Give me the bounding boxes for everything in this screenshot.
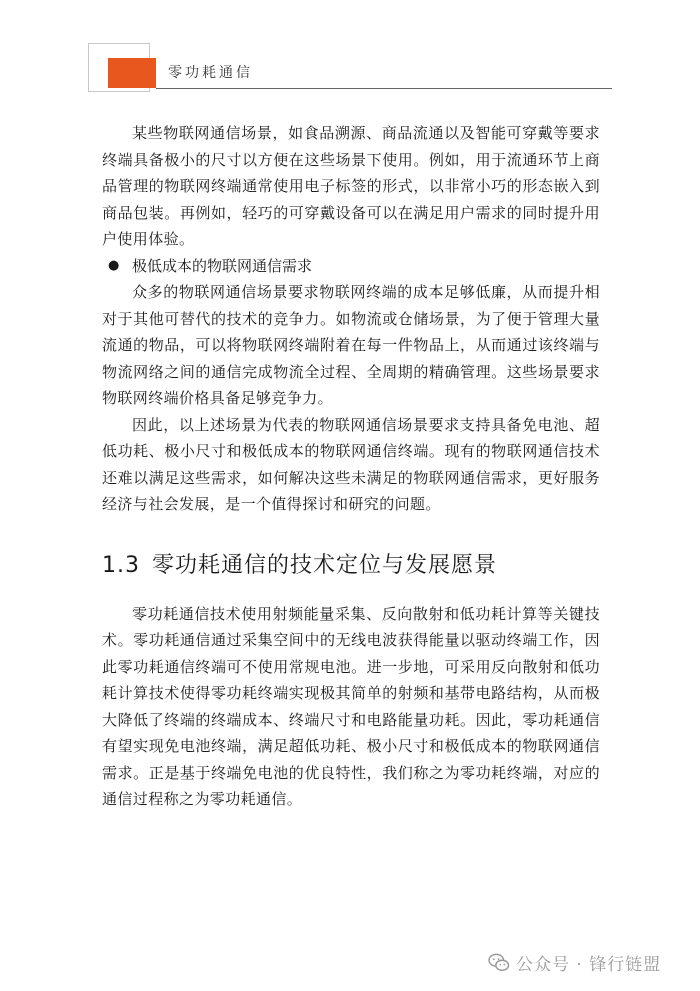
paragraph: 因此，以上述场景为代表的物联网通信场景要求支持具备免电池、超低功耗、极小尺寸和极低成本的物联网通信终端。现有的物联网通信技术还难以满足这些需求，如何解决这些未满足的物联网通信需求，更好服务经济与社会发展，是一个值得探讨和研究的问题。 [102, 415, 600, 513]
section-heading [102, 548, 600, 579]
header-accent-block [108, 58, 156, 88]
watermark-text: 公众号 · 锋行链盟 [516, 955, 662, 975]
bullet-text: 极低成本的物联网通信需求 [132, 256, 313, 275]
paragraph: 某些物联网通信场景，如食品溯源、商品流通以及智能可穿戴等要求终端具备极小的尺寸以方便在这些场景下使用。例如，用于流通环节上商品管理的物联网终端通常使用电子标签的形式，以非常小巧的形态嵌入到商品包装。再例如，轻巧的可穿戴设备可以在满足用户需求的同时提升用户使用体验。 [102, 124, 600, 248]
bullet-item [102, 253, 600, 280]
section-number: 1.3 [102, 552, 140, 578]
header-rule [156, 88, 612, 89]
paragraph: 众多的物联网通信场景要求物联网终端的成本足够低廉，从而提升相对于其他可替代的技术的竞争力。如物流或仓储场景，为了便于管理大量流通的物品，可以将物联网终端附着在每一件物品上，从而通过该终端与物流网络之间的通信完成物流全过程、全周期的精确管理。这些场景要求物联网终端价格具备足够竞争力。 [102, 283, 600, 407]
section-title: 零功耗通信的技术定位与发展愿景 [152, 552, 498, 578]
bullet-icon: ● [108, 257, 120, 273]
paragraph: 零功耗通信技术使用射频能量采集、反向散射和低功耗计算等关键技术。零功耗通信通过采集空间中的无线电波获得能量以驱动终端工作，因此零功耗通信终端可不使用常规电池。进一步地，可采用反向散射和低功耗计算技术使得零功耗终端实现极其简单的射频和基带电路结构，从而极大降低了终端的终端成本、终端尺寸和电路能量功耗。因此，零功耗通信有望实现免电池终端，满足超低功耗、极小尺寸和极低成本的物联网通信需求。正是基于终端免电池的优良特性，我们称之为零功耗终端，对应的通信过程称之为零功耗通信。 [102, 604, 600, 808]
wechat-icon [488, 953, 510, 973]
watermark [488, 950, 661, 975]
running-header-title: 零功耗通信 [168, 65, 253, 81]
page-body [102, 120, 600, 813]
